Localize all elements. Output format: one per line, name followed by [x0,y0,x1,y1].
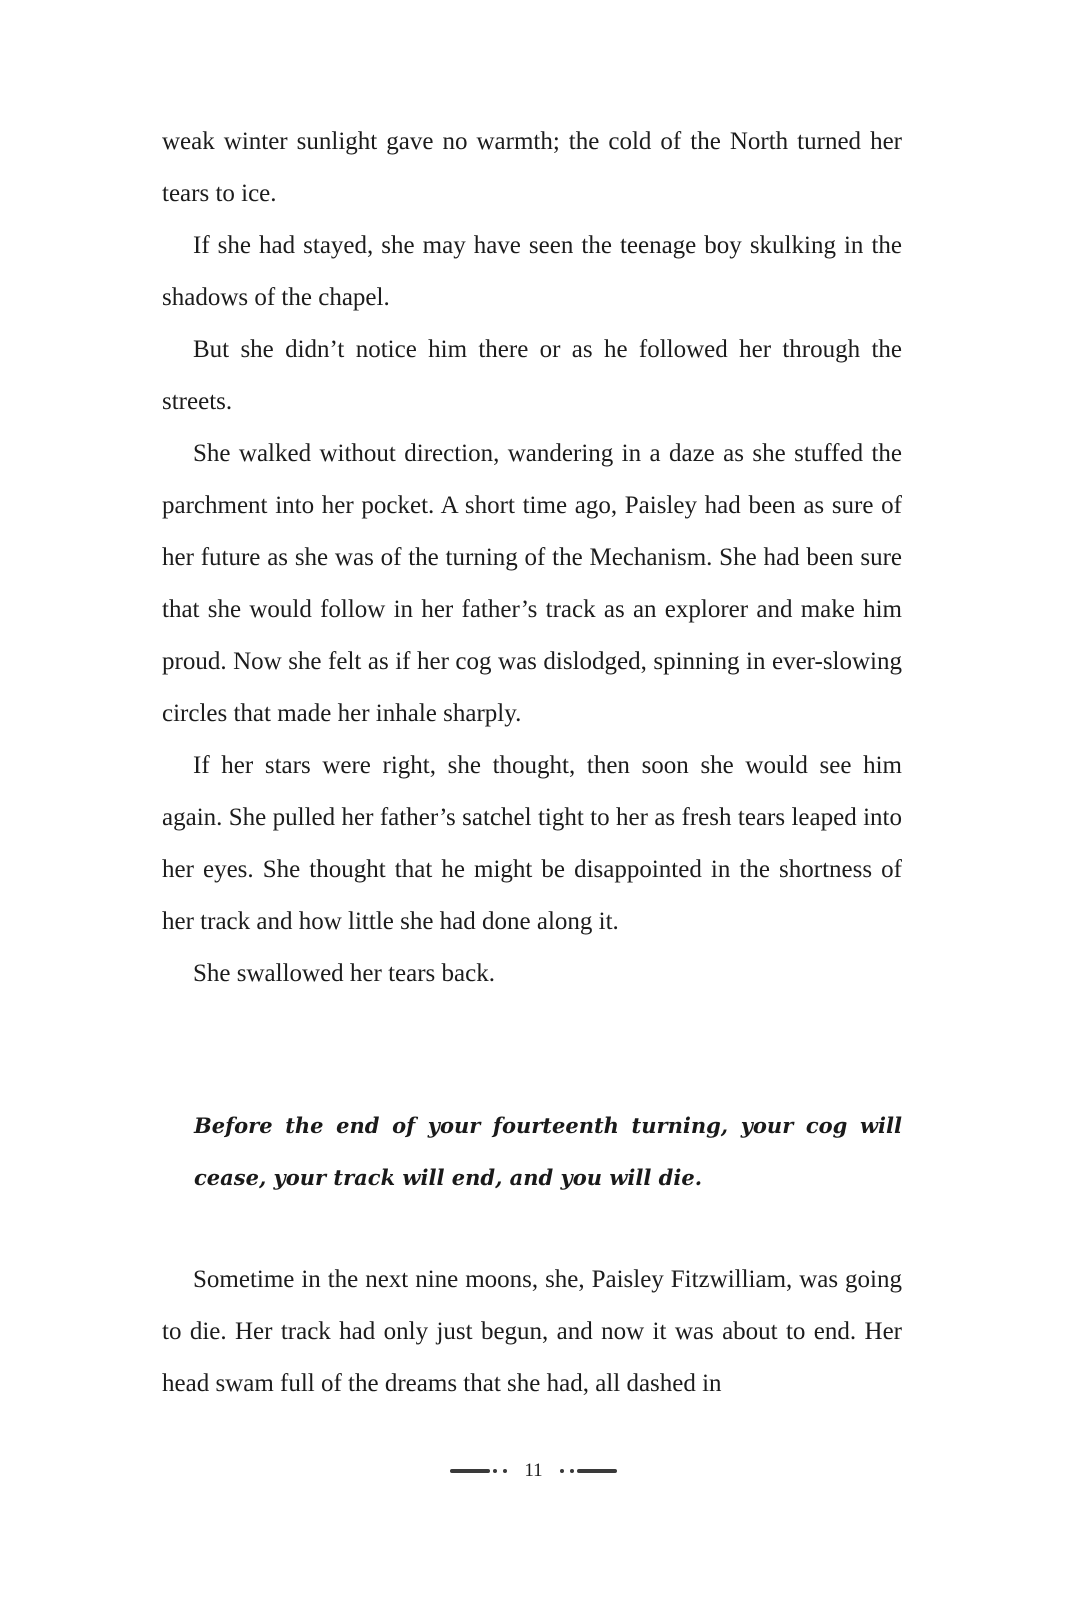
paragraph: weak winter sunlight gave no warmth; the cold of the North turned her tears to ice. [162,128,902,207]
paragraph: If her stars were right, she thought, then soon she would see him again. She pulled her father’s satchel tight to her as fresh tears leaped into her eyes. She thought that he might be disappointed in the shortness of her track and how little she had done along it. [162,752,902,935]
ornament-dot [493,1469,497,1473]
ornament-bar-right [577,1469,617,1473]
ornament-dot [560,1469,564,1473]
body-text-bottom [162,1254,902,1410]
ornament-dot [503,1469,507,1473]
paragraph: She swallowed her tears back. [193,960,495,987]
page-number-ornament [0,1456,1067,1486]
paragraph: She walked without direction, wandering in a daze as she stuffed the parchment into her pocket. A short time ago, Paisley had been as sure of her future as she was of the turning of the Mechanism. She had been sure that she would follow in her father’s track as an explorer and make him proud. Now she felt as if her cog was dislodged, spinning in ever-slowing circles that made her inhale sharply. [162,440,902,727]
ornament-dot [570,1469,574,1473]
paragraph: Sometime in the next nine moons, she, Paisley Fitzwilliam, was going to die. Her track had only just begun, and now it was about to end. Her head swam full of the dreams that she had, all dashed in [162,1266,902,1397]
paragraph: But she didn’t notice him there or as he followed her through the streets. [162,336,902,415]
ornament-bar-left [450,1469,490,1473]
body-text-top [162,116,902,1000]
page-number: 11 [524,1460,543,1481]
prophecy-quote: Before the end of your fourteenth turning, your cog will cease, your track will end, and you will die. [194,1113,902,1190]
paragraph: If she had stayed, she may have seen the teenage boy skulking in the shadows of the chapel. [162,232,902,311]
